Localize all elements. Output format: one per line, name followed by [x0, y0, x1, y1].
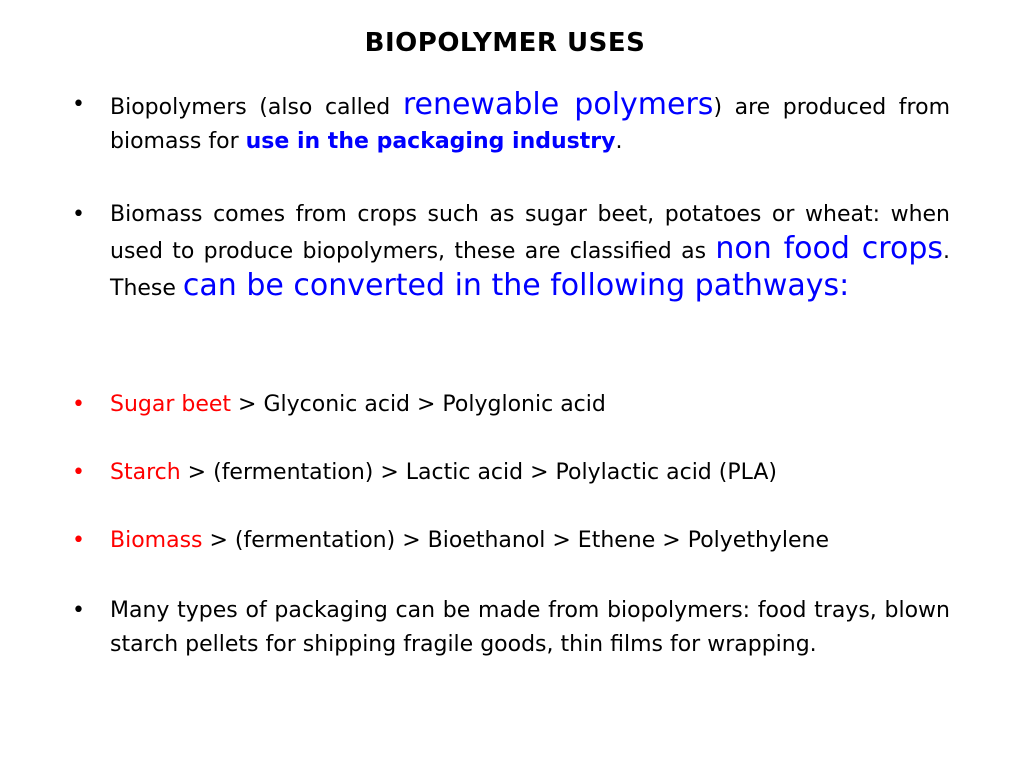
bullet-item-biomass-crops	[72, 198, 950, 306]
bullet-dot-icon: •	[72, 460, 85, 485]
text-run: Biopolymers (also called	[110, 95, 403, 120]
bullet-dot-icon: •	[72, 528, 85, 553]
text-run: .	[615, 129, 623, 154]
highlight-packaging-industry: use in the packaging industry	[245, 129, 616, 154]
highlight-pathways: can be converted in the following pathways:	[182, 268, 850, 303]
pathway-source-label: Sugar beet	[110, 392, 232, 417]
bullet-text	[110, 524, 950, 558]
bullet-item-renewable-polymers	[72, 88, 950, 159]
pathway-steps: > (fermentation) > Lactic acid > Polylactic acid (PLA)	[180, 460, 778, 485]
pathway-source-label: Biomass	[110, 528, 203, 553]
bullet-item-packaging-types	[72, 594, 950, 662]
bullet-dot-icon: •	[72, 202, 85, 227]
pathway-steps: > Glyconic acid > Polyglonic acid	[231, 392, 606, 417]
bullet-item-starch-pathway	[72, 456, 950, 490]
bullet-dot-icon: •	[72, 392, 85, 417]
bullet-text	[110, 456, 950, 490]
bullet-text	[110, 198, 950, 306]
text-run: ) are produced from biomass for	[110, 95, 951, 154]
text-run: Biomass comes from crops such as sugar beet, potatoes or wheat: when used to produce biopolymers, these are classified as	[110, 202, 950, 264]
pathway-source-label: Starch	[110, 460, 181, 485]
highlight-non-food-crops: non food crops	[715, 231, 943, 266]
highlight-renewable-polymers: renewable polymers	[402, 87, 714, 122]
bullet-text	[110, 88, 950, 159]
text-run: Many types of packaging can be made from biopolymers: food trays, blown starch pellets for shipping fragile goods, thin films for wrapping.	[110, 598, 950, 657]
bullet-dot-icon: •	[72, 598, 85, 623]
bullet-text	[110, 388, 950, 422]
text-run: . These	[110, 239, 950, 301]
bullet-item-biomass-pathway	[72, 524, 950, 558]
pathway-steps: > (fermentation) > Bioethanol > Ethene > Polyethylene	[202, 528, 830, 553]
bullet-dot-icon: •	[72, 92, 85, 117]
slide-title: BIOPOLYMER USES	[364, 28, 646, 58]
bullet-item-sugar-beet-pathway	[72, 388, 950, 422]
bullet-text	[110, 594, 950, 662]
